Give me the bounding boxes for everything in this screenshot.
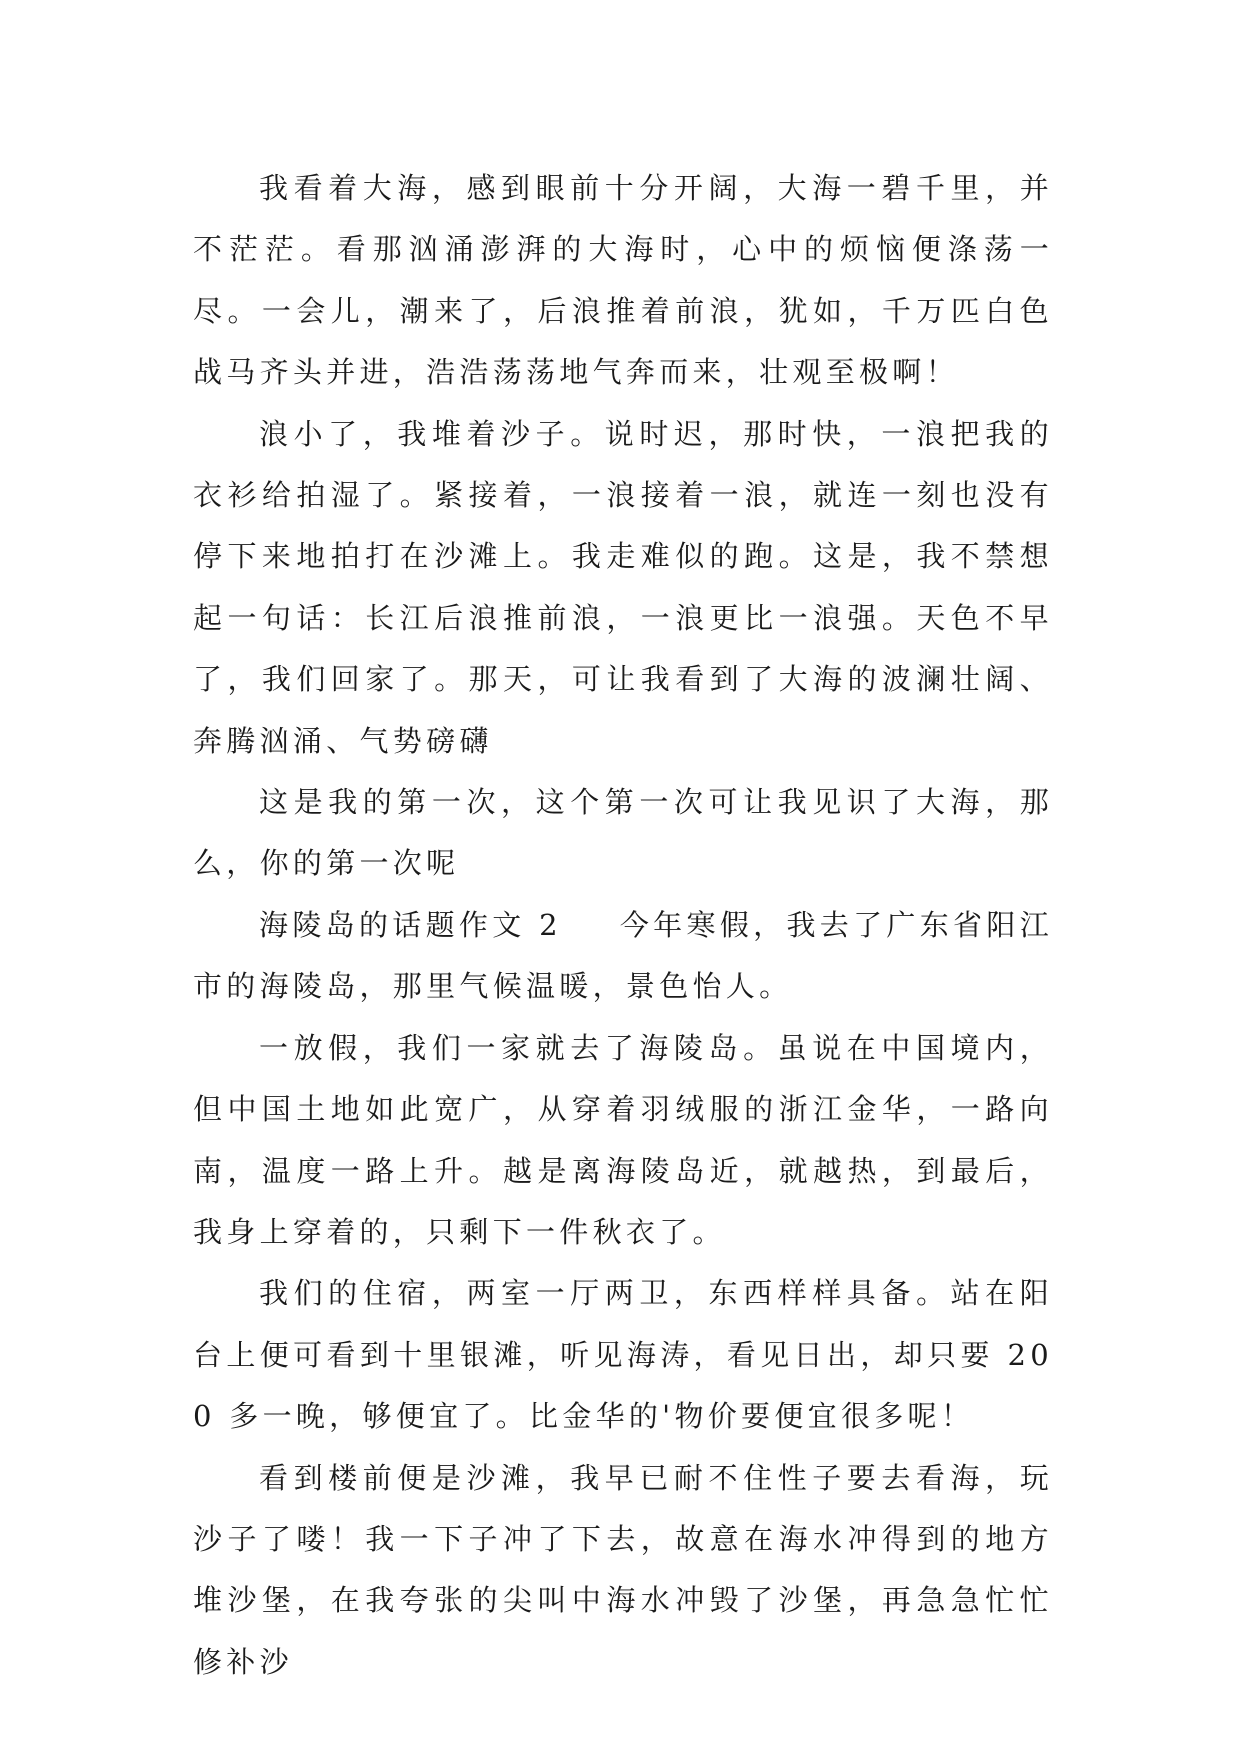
paragraph-4: 一放假，我们一家就去了海陵岛。虽说在中国境内，但中国土地如此宽广，从穿着羽绒服的浙江金华，一路向南，温度一路上升。越是离海陵岛近，就越热，到最后，我身上穿着的，只剩下一件秋衣了。 — [193, 1030, 1053, 1249]
paragraph-3: 这是我的第一次，这个第一次可让我见识了大海，那么，你的第一次呢 — [193, 785, 1053, 881]
section-paragraph — [193, 895, 1053, 1018]
paragraph-2: 浪小了，我堆着沙子。说时迟，那时快，一浪把我的衣衫给拍湿了。紧接着，一浪接着一浪，就连一刻也没有停下来地拍打在沙滩上。我走难似的跑。这是，我不禁想起一句话：长江后浪推前浪，一浪更比一浪强。天色不早了，我们回家了。那天，可让我看到了大海的波澜壮阔、奔腾汹涌、气势磅礴 — [193, 416, 1053, 758]
paragraph-5: 我们的住宿，两室一厅两卫，东西样样具备。站在阳台上便可看到十里银滩，听见海涛，看见日出，却只要 200 多一晚，够便宜了。比金华的'物价要便宜很多呢！ — [193, 1276, 1053, 1434]
paragraph-6: 看到楼前便是沙滩，我早已耐不住性子要去看海，玩沙子了喽！我一下子冲了下去，故意在海水冲得到的地方堆沙堡，在我夸张的尖叫中海水冲毁了沙堡，再急急忙忙修补沙 — [193, 1460, 1053, 1679]
section-intro: 今年寒假，我去了广东省阳江市的海陵岛，那里气候温暖，景色怡人。 — [193, 907, 1053, 1004]
paragraph-1: 我看着大海，感到眼前十分开阔，大海一碧千里，并不茫茫。看那汹涌澎湃的大海时，心中的烦恼便涤荡一尽。一会儿，潮来了，后浪推着前浪，犹如，千万匹白色战马齐头并进，浩浩荡荡地气奔而来，壮观至极啊！ — [193, 171, 1053, 390]
section-title: 海陵岛的话题作文 2 — [259, 907, 562, 942]
document-body — [193, 158, 1053, 1693]
